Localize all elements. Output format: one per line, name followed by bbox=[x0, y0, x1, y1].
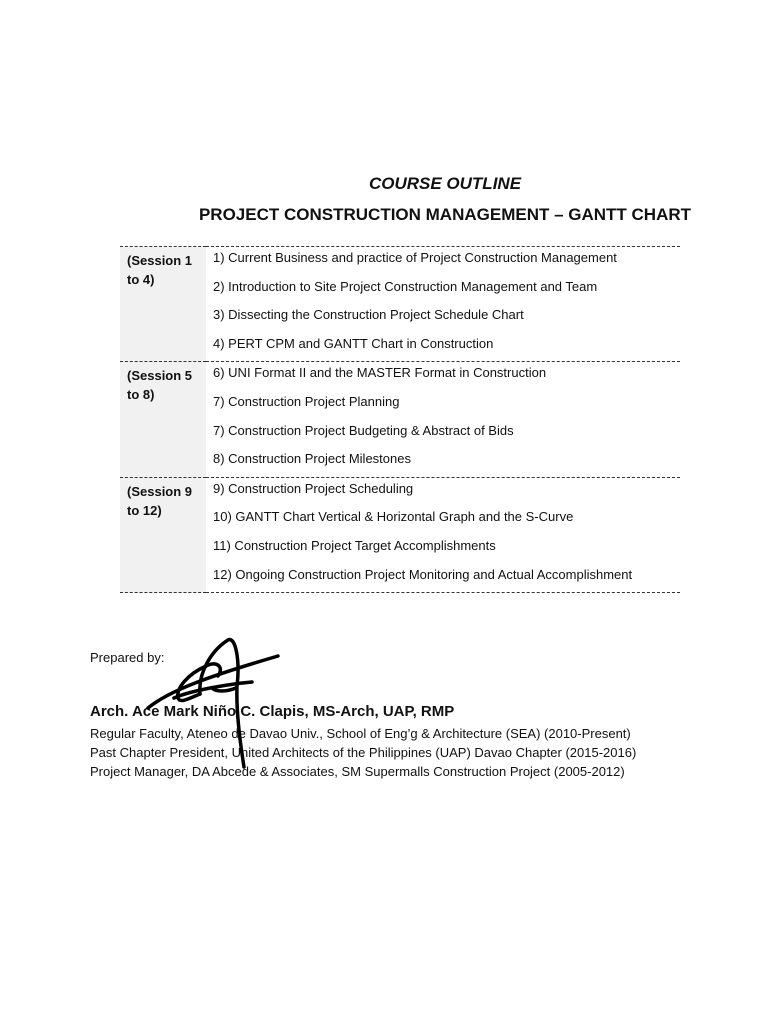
topic-item: 11) Construction Project Target Accomplishments bbox=[213, 537, 496, 553]
session-label-line: to 4) bbox=[127, 272, 155, 287]
topic-item: 6) UNI Format II and the MASTER Format in Construction bbox=[213, 365, 547, 381]
credential-line: Project Manager, DA Abcede & Associates, SM Supermalls Construction Project (2005-2012) bbox=[90, 764, 625, 779]
session-label-line: to 8) bbox=[127, 387, 155, 403]
document-subheading: PROJECT CONSTRUCTION MANAGEMENT – GANTT CHART bbox=[198, 205, 692, 224]
topic-item: 2) Introduction to Site Project Construction Management and Team bbox=[213, 278, 598, 294]
topic-item: 8) Construction Project Milestones bbox=[213, 451, 411, 467]
topic-item: 10) GANTT Chart Vertical & Horizontal Graph and the S-Curve bbox=[213, 509, 574, 525]
document-heading: COURSE OUTLINE bbox=[368, 174, 522, 193]
course-outline-table bbox=[120, 246, 680, 593]
session-topics bbox=[206, 477, 680, 592]
topic-item: 3) Dissecting the Construction Project Schedule Chart bbox=[213, 307, 524, 323]
session-label bbox=[120, 362, 206, 477]
session-label-line: (Session 1 bbox=[127, 253, 193, 268]
author-name: Arch. Ace Mark Niño C. Clapis, MS-Arch, UAP, RMP bbox=[90, 703, 455, 720]
session-group bbox=[120, 247, 680, 362]
session-label bbox=[120, 477, 206, 592]
session-topics bbox=[206, 247, 680, 362]
session-label-line: (Session 9 bbox=[127, 483, 193, 499]
topic-item: 9) Construction Project Scheduling bbox=[213, 480, 414, 496]
credential-line: Past Chapter President, United Architects of the Philippines (UAP) Davao Chapter (2015-2016) bbox=[90, 745, 637, 760]
topic-item: 7) Construction Project Budgeting & Abstract of Bids bbox=[213, 422, 514, 438]
handwritten-signature bbox=[140, 632, 290, 772]
session-label-line: (Session 5 bbox=[127, 368, 193, 384]
session-group bbox=[120, 362, 680, 477]
credential-line: Regular Faculty, Ateneo de Davao Univ., School of Eng’g & Architecture (SEA) (2010-Present) bbox=[90, 726, 631, 741]
session-group bbox=[120, 477, 680, 592]
topic-item: 1) Current Business and practice of Project Construction Management bbox=[213, 250, 617, 265]
prepared-by-label: Prepared by: bbox=[90, 650, 165, 665]
session-label-line: to 12) bbox=[127, 502, 162, 518]
topic-item: 7) Construction Project Planning bbox=[213, 393, 400, 409]
topic-item: 12) Ongoing Construction Project Monitoring and Actual Accomplishment bbox=[213, 566, 633, 582]
session-label bbox=[120, 247, 206, 362]
session-topics bbox=[206, 362, 680, 477]
topic-item: 4) PERT CPM and GANTT Chart in Construction bbox=[213, 335, 494, 351]
